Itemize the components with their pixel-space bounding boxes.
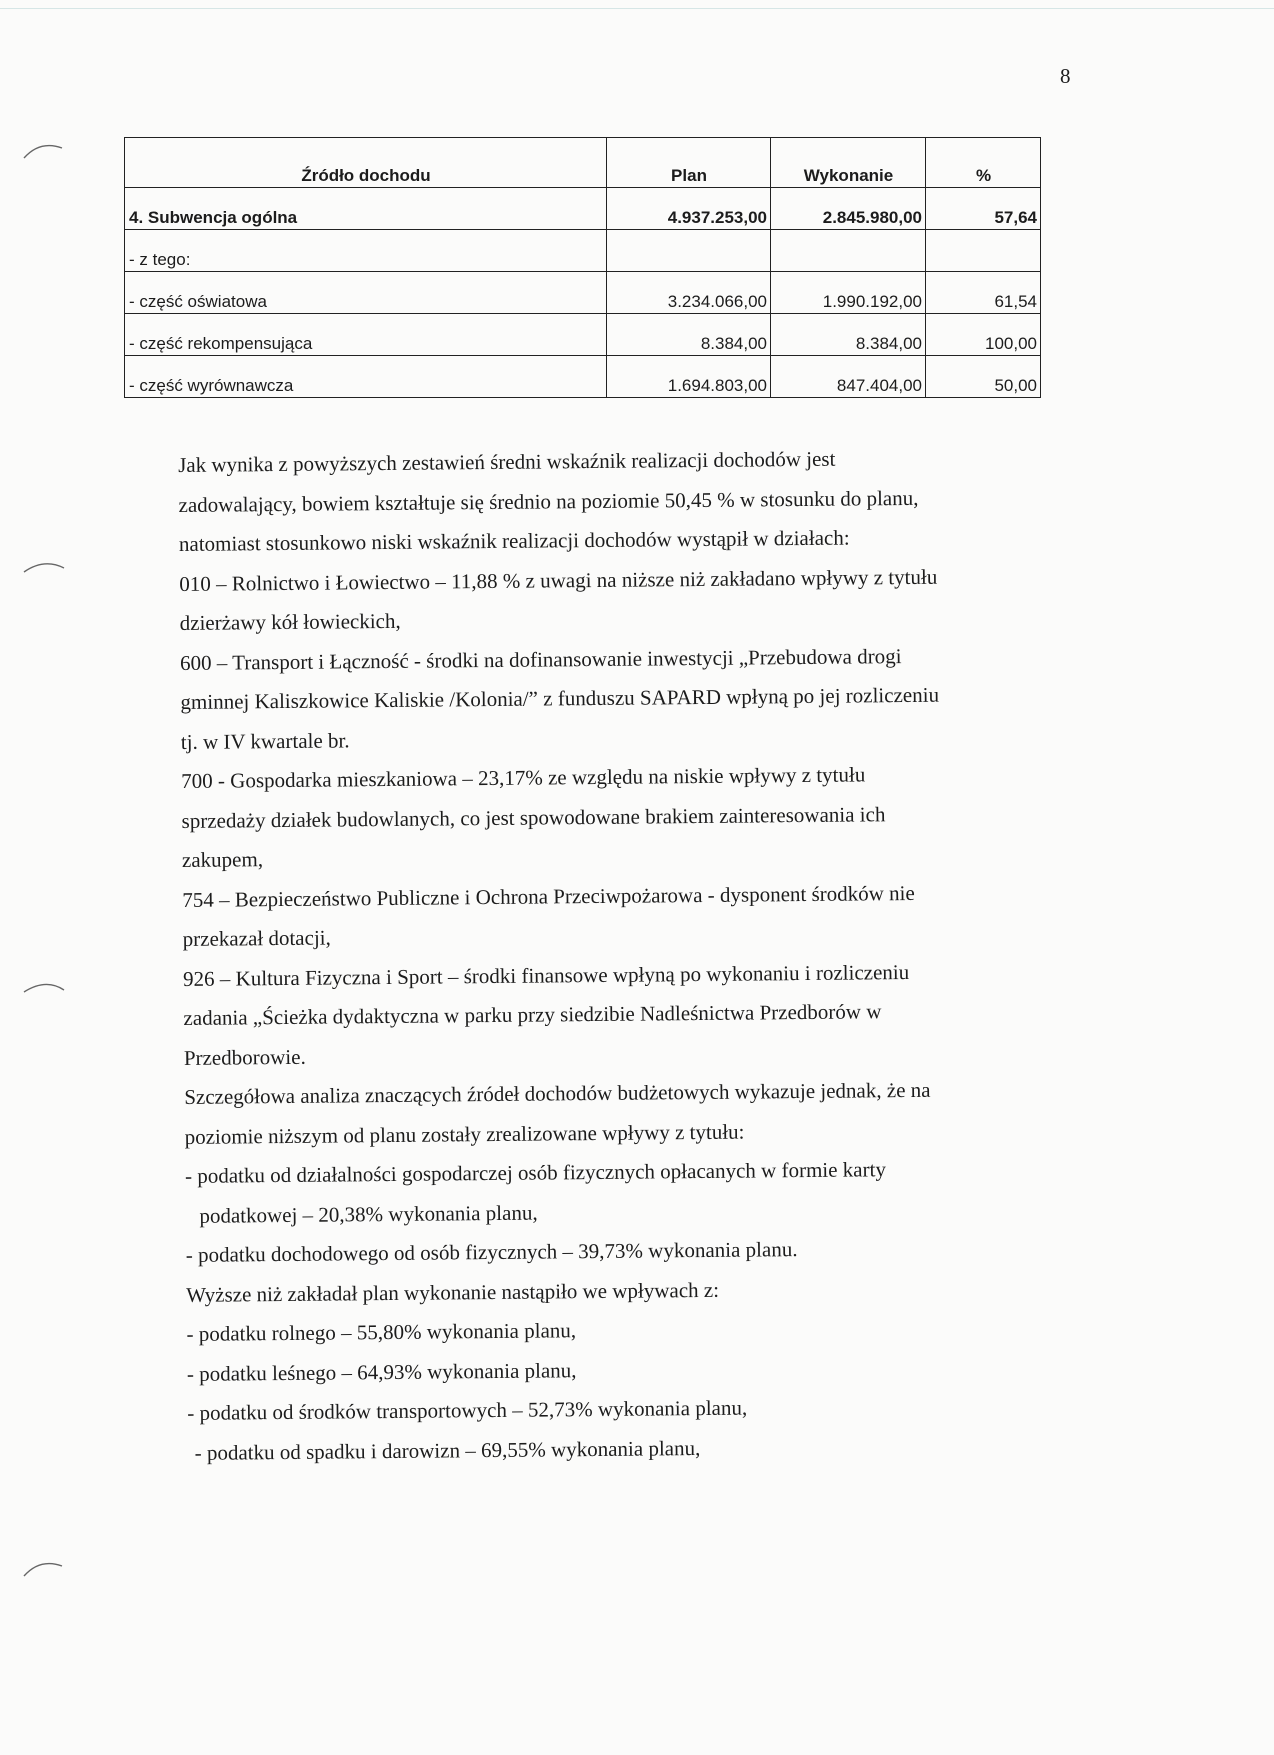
text-line: zakupem, <box>181 847 264 872</box>
text-line: zadania „Ścieżka dydaktyczna w parku przy siedzibie Nadleśnictwa Przedborów w <box>183 999 882 1030</box>
cell-wykonanie: 1.990.192,00 <box>771 272 926 314</box>
table-row <box>125 272 1041 314</box>
cell-source: - z tego: <box>125 230 607 272</box>
cell-wykonanie: 2.845.980,00 <box>771 188 926 230</box>
text-line: 926 – Kultura Fizyczna i Sport – środki finansowe wpłyną po wykonaniu i rozliczeniu <box>182 959 910 991</box>
body-text <box>178 437 1088 1473</box>
text-line: 010 – Rolnictwo i Łowiectwo – 11,88 % z uwagi na niższe niż zakładano wpływy z tytułu <box>179 564 938 596</box>
text-line: Szczegółowa analiza znaczących źródeł dochodów budżetowych wykazuje jednak, że na <box>184 1077 931 1109</box>
punch-hole-mark-icon <box>22 1556 66 1580</box>
header-source: Źródło dochodu <box>125 138 607 188</box>
text-line: natomiast stosunkowo niski wskaźnik realizacji dochodów wystąpił w działach: <box>178 525 850 556</box>
header-percent: % <box>926 138 1041 188</box>
text-line: 700 - Gospodarka mieszkaniowa – 23,17% ze względu na niskie wpływy z tytułu <box>181 762 866 793</box>
punch-hole-mark-icon <box>22 554 66 578</box>
text-line: - podatku od działalności gospodarczej osób fizycznych opłacanych w formie karty <box>184 1157 887 1188</box>
cell-plan <box>607 230 771 272</box>
text-line: Przedborowie. <box>183 1044 306 1070</box>
cell-plan: 3.234.066,00 <box>607 272 771 314</box>
cell-source: - część oświatowa <box>125 272 607 314</box>
cell-source: - część wyrównawcza <box>125 356 607 398</box>
cell-percent: 100,00 <box>926 314 1041 356</box>
text-line: zadowalający, bowiem kształtuje się średnio na poziomie 50,45 % w stosunku do planu, <box>178 485 919 517</box>
text-line: poziomie niższym od planu zostały zrealizowane wpływy z tytułu: <box>184 1119 745 1149</box>
text-line: gminnej Kaliszkowice Kaliskie /Kolonia/” z funduszu SAPARD wpłyną po jej rozliczeniu <box>180 682 940 714</box>
cell-wykonanie: 8.384,00 <box>771 314 926 356</box>
punch-hole-mark-icon <box>22 974 66 998</box>
header-plan: Plan <box>607 138 771 188</box>
text-line: - podatku rolnego – 55,80% wykonania planu, <box>186 1318 577 1346</box>
text-line: - podatku od spadku i darowizn – 69,55% wykonania planu, <box>194 1435 701 1465</box>
income-table <box>124 137 1041 398</box>
text-line: 600 – Transport i Łączność - środki na dofinansowanie inwestycji „Przebudowa drogi <box>179 643 902 675</box>
text-line: przekazał dotacji, <box>182 925 331 951</box>
text-line: podatkowej – 20,38% wykonania planu, <box>199 1200 538 1228</box>
cell-plan: 8.384,00 <box>607 314 771 356</box>
cell-source: - część rekompensująca <box>125 314 607 356</box>
text-line: dzierżawy kół łowieckich, <box>179 608 401 635</box>
cell-plan: 4.937.253,00 <box>607 188 771 230</box>
cell-percent: 57,64 <box>926 188 1041 230</box>
table-row <box>125 314 1041 356</box>
punch-hole-mark-icon <box>22 138 66 162</box>
text-line: Wyższe niż zakładał plan wykonanie nastąpiło we wpływach z: <box>186 1277 720 1307</box>
cell-wykonanie: 847.404,00 <box>771 356 926 398</box>
cell-percent: 61,54 <box>926 272 1041 314</box>
header-wykonanie: Wykonanie <box>771 138 926 188</box>
text-line: 754 – Bezpieczeństwo Publiczne i Ochrona Przeciwpożarowa - dysponent środków nie <box>182 880 915 912</box>
cell-source: 4. Subwencja ogólna <box>125 188 607 230</box>
text-line: - podatku dochodowego od osób fizycznych – 39,73% wykonania planu. <box>185 1237 798 1267</box>
text-line: tj. w IV kwartale br. <box>180 727 350 754</box>
table-header-row <box>125 138 1041 188</box>
cell-wykonanie <box>771 230 926 272</box>
scan-top-line <box>0 8 1274 9</box>
text-line: sprzedaży działek budowlanych, co jest spowodowane brakiem zainteresowania ich <box>181 801 886 833</box>
table-row <box>125 356 1041 398</box>
text-line: - podatku od środków transportowych – 52,73% wykonania planu, <box>187 1395 748 1425</box>
cell-percent: 50,00 <box>926 356 1041 398</box>
text-line: Jak wynika z powyższych zestawień średni wskaźnik realizacji dochodów jest <box>178 446 836 477</box>
table-row <box>125 230 1041 272</box>
table-row <box>125 188 1041 230</box>
cell-plan: 1.694.803,00 <box>607 356 771 398</box>
cell-percent <box>926 230 1041 272</box>
text-line: - podatku leśnego – 64,93% wykonania planu, <box>186 1357 577 1386</box>
page-number: 8 <box>1060 64 1071 88</box>
